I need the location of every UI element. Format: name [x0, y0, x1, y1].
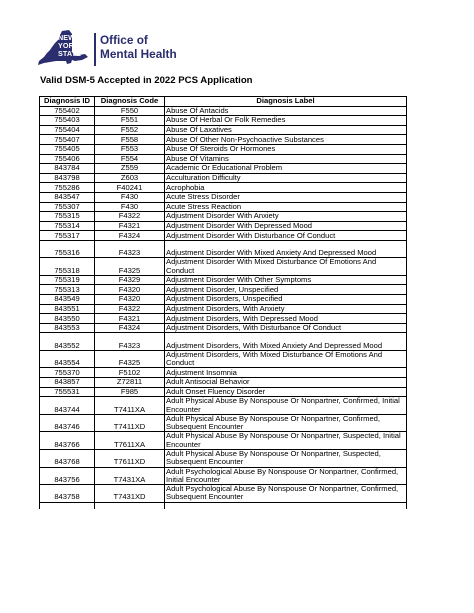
- table-row: [40, 221, 407, 231]
- diagnosis-id-cell: 755318: [40, 258, 95, 276]
- table-row: [40, 432, 407, 450]
- diagnosis-id-cell: 843746: [40, 414, 95, 432]
- diagnosis-code-cell: F4325: [95, 258, 165, 276]
- table-row: [40, 378, 407, 388]
- diagnosis-code-cell: F558: [95, 135, 165, 145]
- diagnosis-label-cell: Adult Onset Fluency Disorder: [165, 387, 407, 397]
- diagnosis-code-cell: F4320: [95, 285, 165, 295]
- table-row: [40, 304, 407, 314]
- diagnosis-id-cell: 843756: [40, 467, 95, 485]
- diagnosis-code-cell: Z72811: [95, 378, 165, 388]
- diagnosis-label-cell: Abuse Of Antacids: [165, 106, 407, 116]
- table-row: [40, 368, 407, 378]
- diagnosis-label-cell: Abuse Of Vitamins: [165, 154, 407, 164]
- diagnosis-label-cell: Abuse Of Herbal Or Folk Remedies: [165, 116, 407, 126]
- table-body: [40, 106, 407, 509]
- diagnosis-label-cell: Adjustment Disorder With Anxiety: [165, 212, 407, 222]
- diagnosis-id-cell: 755531: [40, 387, 95, 397]
- diagnosis-id-cell: 755319: [40, 275, 95, 285]
- diagnosis-id-cell: 755317: [40, 231, 95, 241]
- table-row: [40, 202, 407, 212]
- diagnosis-code-cell: F551: [95, 116, 165, 126]
- table-row: [40, 231, 407, 241]
- diagnosis-code-cell: T7411XD: [95, 414, 165, 432]
- diagnosis-label-cell: Adjustment Disorders, Unspecified: [165, 295, 407, 305]
- table-row: [40, 212, 407, 222]
- table-row: [40, 295, 407, 305]
- diagnosis-label-cell: Abuse Of Steroids Or Hormones: [165, 144, 407, 154]
- diagnosis-id-cell: 755313: [40, 285, 95, 295]
- header-diagnosis-id: Diagnosis ID: [40, 97, 95, 107]
- diagnosis-code-cell: F4325: [95, 350, 165, 368]
- diagnosis-code-cell: Z559: [95, 164, 165, 174]
- omh-logo: [38, 30, 188, 70]
- diagnosis-code-cell: F430: [95, 192, 165, 202]
- diagnosis-id-cell: 755406: [40, 154, 95, 164]
- table-row: [40, 333, 407, 350]
- new-york-state-wordmark: [58, 34, 81, 57]
- diagnosis-label-cell: Abuse Of Laxatives: [165, 125, 407, 135]
- diagnosis-id-cell: 755402: [40, 106, 95, 116]
- diagnosis-code-cell: F4322: [95, 304, 165, 314]
- diagnosis-code-cell: F554: [95, 154, 165, 164]
- diagnosis-code-cell: F4323: [95, 333, 165, 350]
- state-line-1: NEW: [58, 33, 76, 42]
- diagnosis-label-cell: Adjustment Disorder With Disturbance Of Conduct: [165, 231, 407, 241]
- diagnosis-code-cell: Z603: [95, 173, 165, 183]
- document-title: Valid DSM-5 Accepted in 2022 PCS Application: [40, 75, 253, 86]
- table-row: [40, 135, 407, 145]
- diagnosis-label-cell: Adjustment Disorders, With Mixed Disturbance Of Emotions And Conduct: [165, 350, 407, 368]
- org-line-1: Office of: [100, 33, 148, 47]
- diagnosis-id-cell: 843553: [40, 323, 95, 333]
- diagnosis-code-cell: T7411XA: [95, 397, 165, 415]
- diagnosis-id-cell: 755405: [40, 144, 95, 154]
- diagnosis-code-cell: F985: [95, 387, 165, 397]
- diagnosis-table: [39, 96, 407, 509]
- continuation-cell: [165, 502, 407, 509]
- diagnosis-id-cell: 843744: [40, 397, 95, 415]
- header-diagnosis-label: Diagnosis Label: [165, 97, 407, 107]
- table-header-row: [40, 97, 407, 107]
- diagnosis-label-cell: Adjustment Disorder With Depressed Mood: [165, 221, 407, 231]
- diagnosis-code-cell: F40241: [95, 183, 165, 193]
- diagnosis-label-cell: Acculturation Difficulty: [165, 173, 407, 183]
- diagnosis-id-cell: 755370: [40, 368, 95, 378]
- diagnosis-id-cell: 843552: [40, 333, 95, 350]
- diagnosis-code-cell: F4320: [95, 295, 165, 305]
- diagnosis-code-cell: T7611XA: [95, 432, 165, 450]
- org-line-2: Mental Health: [100, 46, 177, 61]
- diagnosis-label-cell: Adjustment Disorders, With Depressed Mood: [165, 314, 407, 324]
- diagnosis-id-cell: 843758: [40, 485, 95, 503]
- diagnosis-code-cell: T7431XA: [95, 467, 165, 485]
- table-row: [40, 467, 407, 485]
- diagnosis-id-cell: 755286: [40, 183, 95, 193]
- diagnosis-code-cell: F552: [95, 125, 165, 135]
- diagnosis-id-cell: 843784: [40, 164, 95, 174]
- diagnosis-id-cell: 843857: [40, 378, 95, 388]
- continuation-cell: [95, 502, 165, 509]
- header-diagnosis-code: Diagnosis Code: [95, 97, 165, 107]
- diagnosis-code-cell: F4324: [95, 231, 165, 241]
- diagnosis-id-cell: 755307: [40, 202, 95, 212]
- table-row: [40, 258, 407, 276]
- diagnosis-id-cell: 755404: [40, 125, 95, 135]
- diagnosis-label-cell: Acrophobia: [165, 183, 407, 193]
- diagnosis-label-cell: Abuse Of Other Non-Psychoactive Substances: [165, 135, 407, 145]
- state-line-3: STATE: [58, 48, 81, 58]
- diagnosis-label-cell: Adult Psychological Abuse By Nonspouse Or Nonpartner, Confirmed, Initial Encounter: [165, 467, 407, 485]
- table-row: [40, 450, 407, 468]
- office-of-mental-health-wordmark: [100, 34, 177, 61]
- diagnosis-code-cell: T7431XD: [95, 485, 165, 503]
- table-continuation-row: [40, 502, 407, 509]
- diagnosis-label-cell: Adjustment Disorders, With Mixed Anxiety And Depressed Mood: [165, 333, 407, 350]
- diagnosis-code-cell: F430: [95, 202, 165, 212]
- table-row: [40, 173, 407, 183]
- diagnosis-label-cell: Adjustment Disorder With Mixed Disturbance Of Emotions And Conduct: [165, 258, 407, 276]
- diagnosis-code-cell: F550: [95, 106, 165, 116]
- diagnosis-id-cell: 843766: [40, 432, 95, 450]
- table-row: [40, 323, 407, 333]
- diagnosis-label-cell: Adult Physical Abuse By Nonspouse Or Nonpartner, Suspected, Subsequent Encounter: [165, 450, 407, 468]
- diagnosis-label-cell: Academic Or Educational Problem: [165, 164, 407, 174]
- diagnosis-label-cell: Adjustment Insomnia: [165, 368, 407, 378]
- logo-divider: [94, 33, 96, 66]
- diagnosis-code-cell: F4322: [95, 212, 165, 222]
- diagnosis-code-cell: F4323: [95, 240, 165, 257]
- diagnosis-id-cell: 755315: [40, 212, 95, 222]
- diagnosis-label-cell: Adjustment Disorder With Other Symptoms: [165, 275, 407, 285]
- diagnosis-id-cell: 755314: [40, 221, 95, 231]
- table-row: [40, 240, 407, 257]
- table-row: [40, 414, 407, 432]
- diagnosis-id-cell: 755403: [40, 116, 95, 126]
- table-row: [40, 106, 407, 116]
- diagnosis-label-cell: Adjustment Disorders, With Disturbance Of Conduct: [165, 323, 407, 333]
- diagnosis-code-cell: F4324: [95, 323, 165, 333]
- table-row: [40, 275, 407, 285]
- table-row: [40, 125, 407, 135]
- diagnosis-label-cell: Adult Psychological Abuse By Nonspouse Or Nonpartner, Confirmed, Subsequent Encounter: [165, 485, 407, 503]
- continuation-cell: [40, 502, 95, 509]
- diagnosis-label-cell: Adjustment Disorder, Unspecified: [165, 285, 407, 295]
- diagnosis-code-cell: F553: [95, 144, 165, 154]
- diagnosis-label-cell: Adjustment Disorder With Mixed Anxiety And Depressed Mood: [165, 240, 407, 257]
- diagnosis-code-cell: T7611XD: [95, 450, 165, 468]
- diagnosis-code-cell: F4321: [95, 314, 165, 324]
- diagnosis-label-cell: Adult Physical Abuse By Nonspouse Or Nonpartner, Confirmed, Subsequent Encounter: [165, 414, 407, 432]
- diagnosis-code-cell: F4321: [95, 221, 165, 231]
- table-row: [40, 116, 407, 126]
- state-line-2: YORK: [58, 40, 80, 50]
- table-row: [40, 485, 407, 503]
- diagnosis-id-cell: 843551: [40, 304, 95, 314]
- diagnosis-label-cell: Acute Stress Reaction: [165, 202, 407, 212]
- diagnosis-id-cell: 843798: [40, 173, 95, 183]
- table-row: [40, 314, 407, 324]
- diagnosis-id-cell: 843768: [40, 450, 95, 468]
- diagnosis-id-cell: 843554: [40, 350, 95, 368]
- table-row: [40, 154, 407, 164]
- table-row: [40, 285, 407, 295]
- diagnosis-label-cell: Adjustment Disorders, With Anxiety: [165, 304, 407, 314]
- diagnosis-id-cell: 755316: [40, 240, 95, 257]
- diagnosis-id-cell: 843547: [40, 192, 95, 202]
- diagnosis-code-cell: F4329: [95, 275, 165, 285]
- table-row: [40, 144, 407, 154]
- diagnosis-label-cell: Adult Physical Abuse By Nonspouse Or Nonpartner, Confirmed, Initial Encounter: [165, 397, 407, 415]
- diagnosis-id-cell: 843549: [40, 295, 95, 305]
- diagnosis-label-cell: Acute Stress Disorder: [165, 192, 407, 202]
- table-row: [40, 192, 407, 202]
- diagnosis-label-cell: Adult Physical Abuse By Nonspouse Or Nonpartner, Suspected, Initial Encounter: [165, 432, 407, 450]
- table-row: [40, 164, 407, 174]
- diagnosis-id-cell: 843550: [40, 314, 95, 324]
- table-row: [40, 387, 407, 397]
- table-row: [40, 183, 407, 193]
- diagnosis-id-cell: 755407: [40, 135, 95, 145]
- table-row: [40, 350, 407, 368]
- diagnosis-code-cell: F5102: [95, 368, 165, 378]
- table-row: [40, 397, 407, 415]
- diagnosis-label-cell: Adult Antisocial Behavior: [165, 378, 407, 388]
